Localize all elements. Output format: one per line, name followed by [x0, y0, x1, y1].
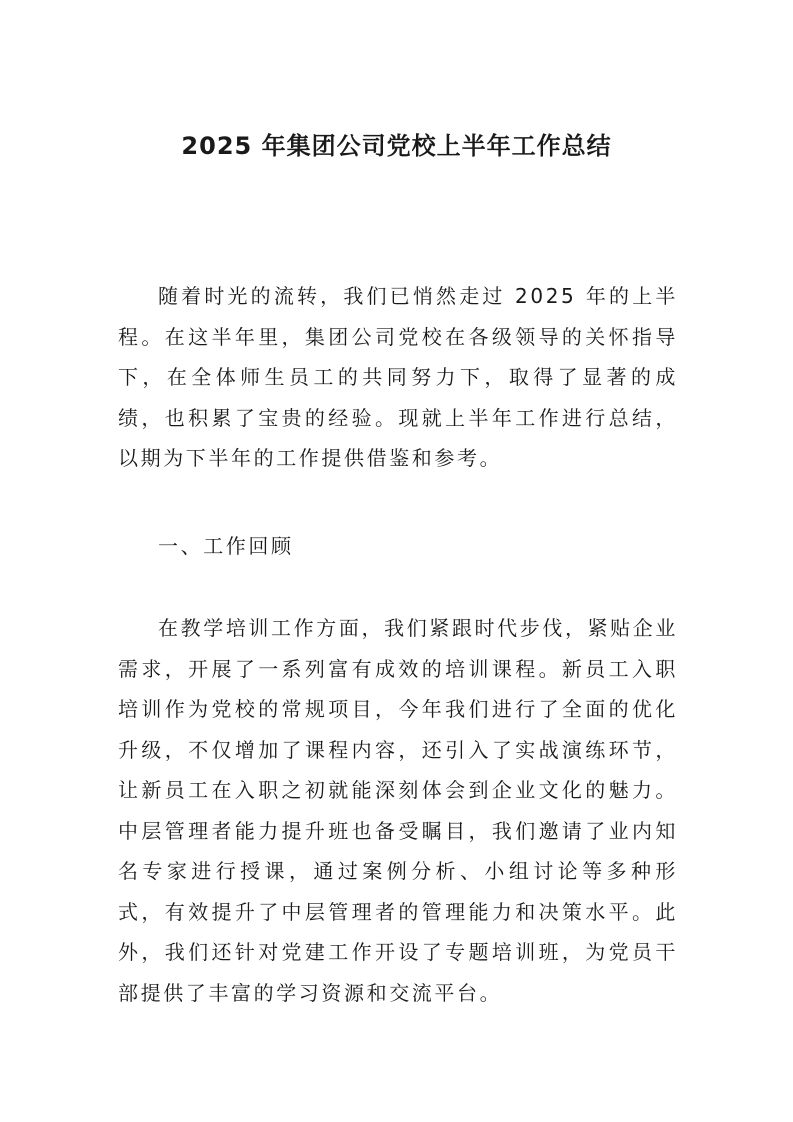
- section-heading: 一、工作回顾: [158, 534, 294, 558]
- intro-paragraph: 随着时光的流转，我们已悄然走过 2025 年的上半程。在这半年里，集团公司党校在各级领导的关怀指导下，在全体师生员工的共同努力下，取得了显著的成绩，也积累了宝贵的经验。现就上半年工作进行总结，以期为下半年的工作提供借鉴和参考。: [118, 284, 678, 470]
- teaching-training-paragraph: 在教学培训工作方面，我们紧跟时代步伐，紧贴企业需求，开展了一系列富有成效的培训课程。新员工入职培训作为党校的常规项目，今年我们进行了全面的优化升级，不仅增加了课程内容，还引入了实战演练环节，让新员工在入职之初就能深刻体会到企业文化的魅力。中层管理者能力提升班也备受瞩目，我们邀请了业内知名专家进行授课，通过案例分析、小组讨论等多种形式，有效提升了中层管理者的管理能力和决策水平。此外，我们还针对党建工作开设了专题培训班，为党员干部提供了丰富的学习资源和交流平台。: [118, 616, 678, 1005]
- document-title: 2025 年集团公司党校上半年工作总结: [181, 132, 612, 160]
